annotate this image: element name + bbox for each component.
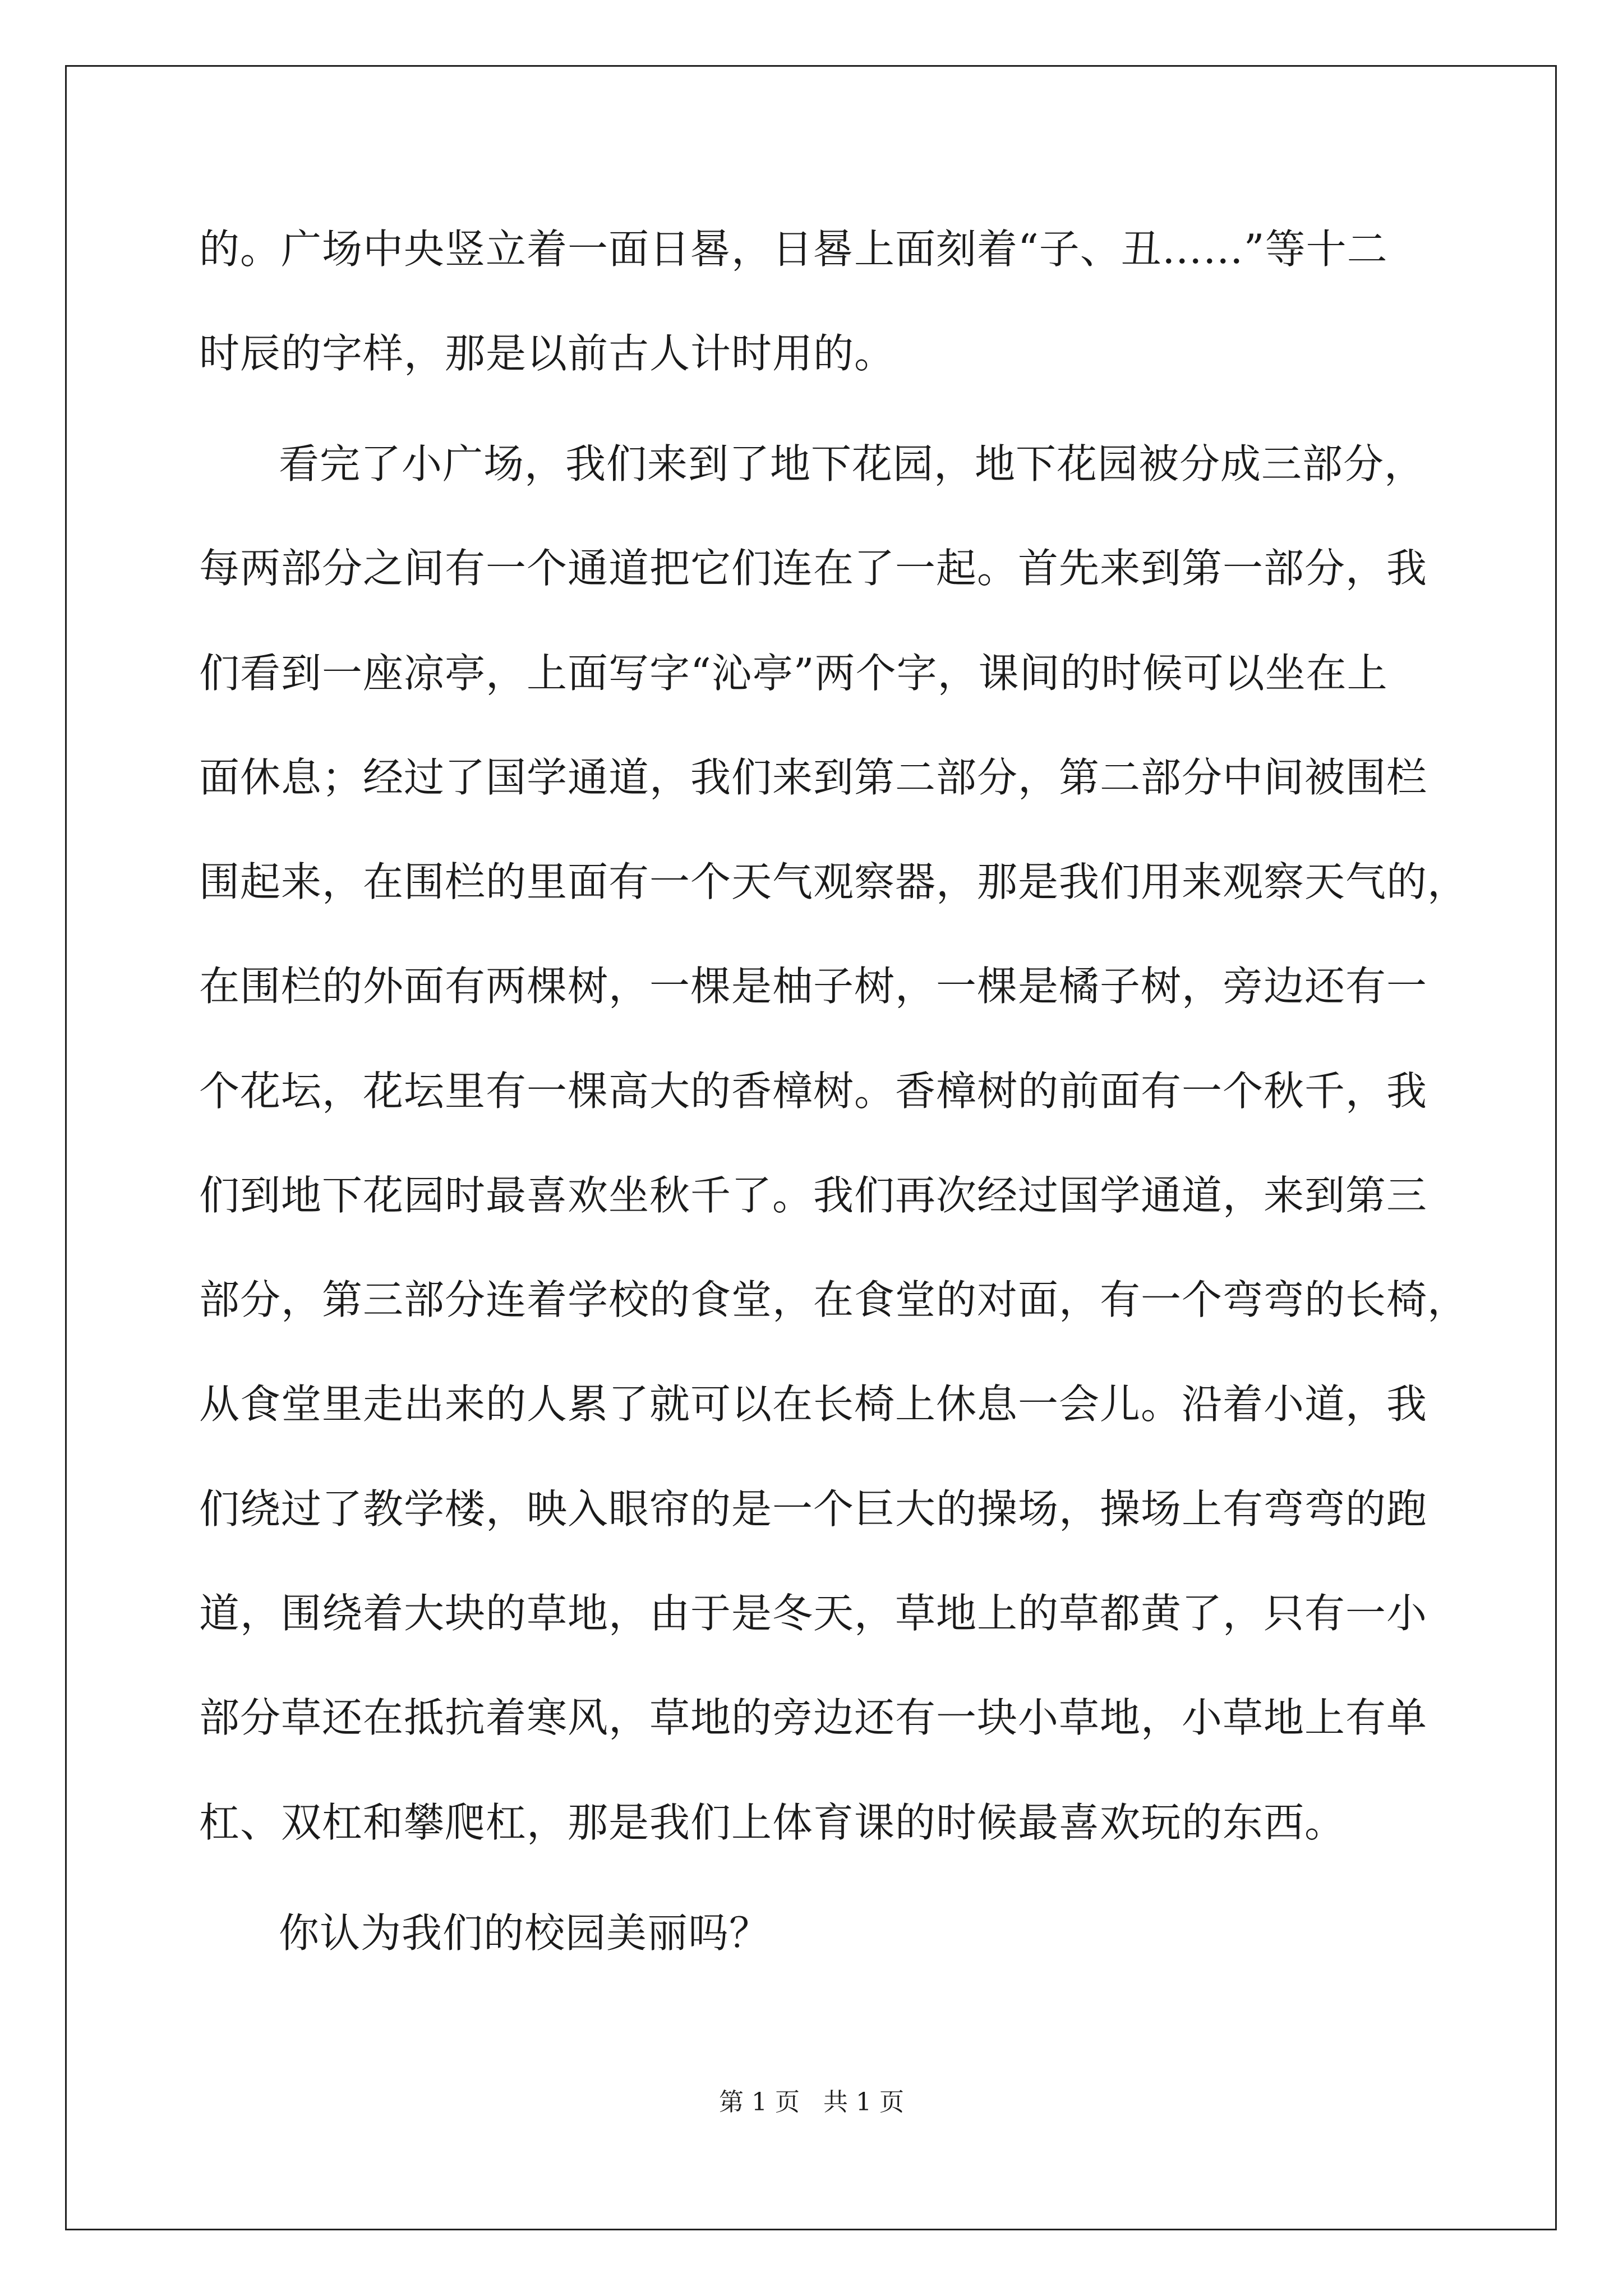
text-line: 个花坛，花坛里有一棵高大的香樟树。香樟树的前面有一个秋千，我 xyxy=(199,1068,1428,1115)
page-border xyxy=(65,65,1557,2230)
text-line: 杠、双杠和攀爬杠，那是我们上体育课的时候最喜欢玩的东西。 xyxy=(199,1799,1346,1846)
text-line: 部分草还在抵抗着寒风，草地的旁边还有一块小草地，小草地上有单 xyxy=(199,1694,1428,1741)
text-line: 每两部分之间有一个通道把它们连在了一起。首先来到第一部分，我 xyxy=(199,545,1428,592)
text-line: 的。广场中央竖立着一面日晷，日晷上面刻着“子、丑……”等十二 xyxy=(199,226,1388,273)
paragraph-start-line: 看完了小广场，我们来到了地下花园，地下花园被分成三部分， xyxy=(279,440,1426,487)
text-line: 围起来，在围栏的里面有一个天气观察器，那是我们用来观察天气的， xyxy=(199,858,1469,905)
text-line: 从食堂里走出来的人累了就可以在长椅上休息一会儿。沿着小道，我 xyxy=(199,1381,1428,1428)
text-line: 们到地下花园时最喜欢坐秋千了。我们再次经过国学通道，来到第三 xyxy=(199,1172,1428,1219)
text-line: 们看到一座凉亭，上面写字“沁亭”两个字，课间的时候可以坐在上 xyxy=(199,650,1388,697)
text-line: 道，围绕着大块的草地，由于是冬天，草地上的草都黄了，只有一小 xyxy=(199,1590,1428,1637)
text-line: 部分，第三部分连着学校的食堂，在食堂的对面，有一个弯弯的长椅， xyxy=(199,1276,1469,1323)
text-line: 时辰的字样，那是以前古人计时用的。 xyxy=(199,330,896,377)
paragraph-start-line: 你认为我们的校园美丽吗？ xyxy=(279,1910,771,1957)
text-line: 们绕过了教学楼，映入眼帘的是一个巨大的操场，操场上有弯弯的跑 xyxy=(199,1485,1428,1533)
text-line: 在围栏的外面有两棵树，一棵是柚子树，一棵是橘子树，旁边还有一 xyxy=(199,963,1428,1010)
page-footer: 第 1 页 共 1 页 xyxy=(719,2088,904,2116)
text-line: 面休息；经过了国学通道，我们来到第二部分，第二部分中间被围栏 xyxy=(199,754,1428,801)
